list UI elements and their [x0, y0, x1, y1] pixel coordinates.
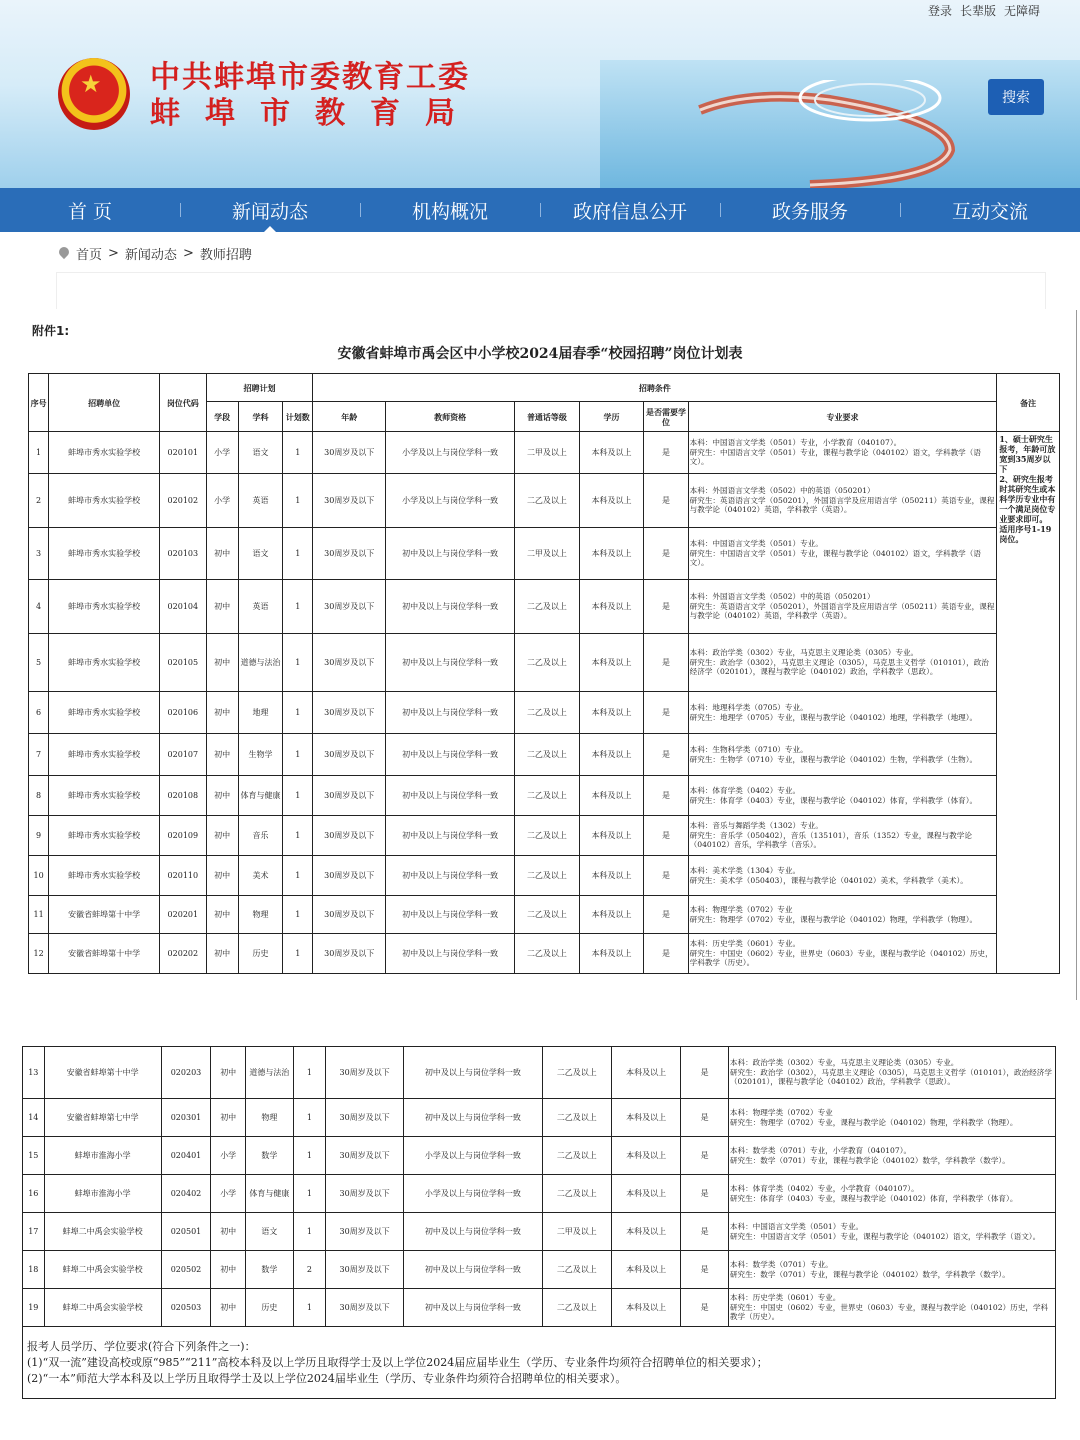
cell-degree: 是: [644, 432, 688, 474]
header-stage: 学段: [206, 402, 238, 432]
cell-edu: 本科及以上: [579, 934, 644, 974]
cell-major: 本科：生物科学类（0710）专业。 研究生：生物学（0710）专业，课程与教学论（040102）生物，学科教学（生物）。: [688, 734, 997, 776]
cell-age: 30周岁及以下: [313, 634, 386, 692]
cell-age: 30周岁及以下: [313, 474, 386, 528]
cell-no: 18: [23, 1251, 45, 1289]
elder-mode-link[interactable]: 长辈版: [959, 4, 996, 18]
cell-major: 本科：美术学类（1304）专业。 研究生：美术学（050403），课程与教学论（040102）美术，学科教学（美术）。: [688, 856, 997, 896]
cell-subject: 语文: [238, 432, 282, 474]
cell-edu: 本科及以上: [611, 1047, 680, 1099]
cell-degree: 是: [644, 856, 688, 896]
header-edu: 学历: [579, 402, 644, 432]
cell-age: 30周岁及以下: [313, 816, 386, 856]
cell-count: 1: [283, 634, 313, 692]
cell-cert: 初中及以上与岗位学科一致: [386, 934, 515, 974]
cell-major: 本科：数学类（0701）专业，小学教育（040107）。 研究生：数学（0701）专业，课程与教学论（040102）数学，学科教学（数学）。: [728, 1137, 1055, 1175]
cell-degree: 是: [644, 692, 688, 734]
table-row: [23, 1289, 1056, 1327]
cell-cert: 小学及以上与岗位学科一致: [386, 432, 515, 474]
cell-count: 1: [283, 934, 313, 974]
cell-no: 12: [29, 934, 49, 974]
cell-code: 020104: [160, 580, 206, 634]
cell-count: 1: [293, 1175, 325, 1213]
cell-major: 本科：体育学类（0402）专业，小学教育（040107）。 研究生：体育学（0403）专业，课程与教学论（040102）体育，学科教学（体育）。: [728, 1175, 1055, 1213]
cell-mandarin: 二乙及以上: [515, 580, 580, 634]
cell-degree: 是: [644, 776, 688, 816]
cell-stage: 小学: [206, 432, 238, 474]
header-degree: 是否需要学位: [644, 402, 688, 432]
cell-stage: 初中: [206, 528, 238, 580]
cell-unit: 蚌埠市秀水实验学校: [49, 816, 160, 856]
cell-edu: 本科及以上: [611, 1213, 680, 1251]
cell-degree: 是: [644, 734, 688, 776]
cell-subject: 语文: [238, 528, 282, 580]
cell-age: 30周岁及以下: [313, 896, 386, 934]
header-count: 计划数: [283, 402, 313, 432]
cell-mandarin: 二乙及以上: [515, 856, 580, 896]
cell-count: 1: [293, 1099, 325, 1137]
nav-gov-info[interactable]: 政府信息公开: [540, 188, 720, 232]
breadcrumb-sep: >: [182, 246, 194, 261]
table-row: [29, 528, 1060, 580]
cell-code: 020301: [161, 1099, 211, 1137]
cell-no: 1: [29, 432, 49, 474]
cell-age: 30周岁及以下: [313, 776, 386, 816]
cell-age: 30周岁及以下: [326, 1251, 404, 1289]
cell-major: 本科：政治学类（0302）专业，马克思主义理论类（0305）专业。 研究生：政治学（0302），马克思主义理论（0305），马克思主义哲学（010101），政治经济学（020101），课程与教学论（040102）政治，学科教学（思政）。: [728, 1047, 1055, 1099]
cell-major: 本科：物理学类（0702）专业 研究生：物理学（0702）专业，课程与教学论（040102）物理，学科教学（物理）。: [728, 1099, 1055, 1137]
cell-stage: 小学: [211, 1137, 246, 1175]
cell-edu: 本科及以上: [579, 816, 644, 856]
cell-edu: 本科及以上: [579, 634, 644, 692]
cell-mandarin: 二乙及以上: [542, 1099, 611, 1137]
requirements-notes: [22, 1327, 1056, 1399]
cell-subject: 历史: [238, 934, 282, 974]
cell-unit: 蚌埠市秀水实验学校: [49, 776, 160, 816]
login-link[interactable]: 登录: [927, 4, 952, 18]
cell-subject: 数学: [246, 1137, 294, 1175]
cell-edu: 本科及以上: [579, 432, 644, 474]
cell-mandarin: 二乙及以上: [515, 734, 580, 776]
cell-stage: 初中: [211, 1099, 246, 1137]
table-row: [29, 934, 1060, 974]
site-title-line2: 蚌埠市教育局: [150, 96, 480, 131]
cell-cert: 初中及以上与岗位学科一致: [386, 896, 515, 934]
cell-unit: 蚌埠市秀水实验学校: [49, 432, 160, 474]
cell-no: 4: [29, 580, 49, 634]
doc-edge: [1076, 310, 1077, 1000]
cell-unit: 安徽省蚌埠第十中学: [44, 1047, 161, 1099]
cell-degree: 是: [681, 1137, 729, 1175]
nav-home[interactable]: 首 页: [67, 200, 113, 223]
cell-cert: 初中及以上与岗位学科一致: [404, 1213, 543, 1251]
cell-cert: 初中及以上与岗位学科一致: [386, 528, 515, 580]
cell-age: 30周岁及以下: [326, 1213, 404, 1251]
cell-stage: 初中: [206, 934, 238, 974]
cell-no: 14: [23, 1099, 45, 1137]
table-row: [23, 1099, 1056, 1137]
cell-code: 020108: [160, 776, 206, 816]
cell-edu: 本科及以上: [611, 1289, 680, 1327]
cell-age: 30周岁及以下: [313, 692, 386, 734]
cell-stage: 小学: [211, 1175, 246, 1213]
breadcrumb-home[interactable]: 首页: [76, 248, 103, 263]
cell-degree: 是: [644, 580, 688, 634]
site-header: [0, 0, 1080, 188]
cell-subject: 生物学: [238, 734, 282, 776]
notes-line: (2)“一本”师范大学本科及以上学历且取得学士及以上学位2024届毕业生（学历、专业条件均须符合招聘单位的相关要求）。: [27, 1372, 627, 1385]
cell-edu: 本科及以上: [611, 1137, 680, 1175]
header-conditions: 招聘条件: [313, 374, 997, 402]
cell-cert: 初中及以上与岗位学科一致: [404, 1047, 543, 1099]
header-subject: 学科: [238, 402, 282, 432]
cell-subject: 英语: [238, 580, 282, 634]
table-row: [23, 1251, 1056, 1289]
cell-mandarin: 二乙及以上: [515, 474, 580, 528]
cell-code: 020109: [160, 816, 206, 856]
breadcrumb-news[interactable]: 新闻动态: [124, 248, 177, 263]
cell-cert: 初中及以上与岗位学科一致: [404, 1289, 543, 1327]
header-unit: 招聘单位: [49, 374, 160, 432]
cell-mandarin: 二甲及以上: [542, 1213, 611, 1251]
table-row: [29, 432, 1060, 474]
cell-code: 020503: [161, 1289, 211, 1327]
accessibility-link[interactable]: 无障碍: [1003, 4, 1040, 18]
header-code: 岗位代码: [160, 374, 206, 432]
header-age: 年龄: [313, 402, 386, 432]
cell-code: 020103: [160, 528, 206, 580]
cell-age: 30周岁及以下: [313, 432, 386, 474]
cell-subject: 数学: [246, 1251, 294, 1289]
cell-unit: 蚌埠市秀水实验学校: [49, 634, 160, 692]
cell-age: 30周岁及以下: [326, 1137, 404, 1175]
cell-mandarin: 二甲及以上: [515, 528, 580, 580]
main-nav: [0, 188, 1080, 232]
cell-code: 020101: [160, 432, 206, 474]
cell-code: 020501: [161, 1213, 211, 1251]
cell-unit: 蚌埠二中禹会实验学校: [44, 1251, 161, 1289]
cell-count: 1: [293, 1137, 325, 1175]
cell-major: 本科：中国语言文学类（0501）专业。 研究生：中国语言文学（0501）专业，课程与教学论（040102）语文，学科教学（语文）。: [688, 528, 997, 580]
cell-major: 本科：体育学类（0402）专业。 研究生：体育学（0403）专业，课程与教学论（040102）体育，学科教学（体育）。: [688, 776, 997, 816]
cell-degree: 是: [681, 1047, 729, 1099]
remark-cell: 1、硕士研究生报考，年龄可放宽到35周岁以下 2、研究生报考时其研究生或本科学历专业中有一个满足岗位专业要求即可。 适用序号1-19岗位。: [997, 432, 1060, 974]
cell-degree: 是: [644, 896, 688, 934]
table-row: [29, 634, 1060, 692]
cell-mandarin: 二乙及以上: [515, 692, 580, 734]
cell-subject: 道德与法治: [238, 634, 282, 692]
cell-no: 2: [29, 474, 49, 528]
cell-age: 30周岁及以下: [313, 734, 386, 776]
cell-code: 020201: [160, 896, 206, 934]
recruitment-table-part1: [28, 373, 1060, 974]
cell-unit: 蚌埠市淮海小学: [44, 1137, 161, 1175]
cell-mandarin: 二乙及以上: [542, 1175, 611, 1213]
cell-no: 19: [23, 1289, 45, 1327]
cell-unit: 蚌埠市秀水实验学校: [49, 856, 160, 896]
cell-stage: 初中: [211, 1213, 246, 1251]
notes-line: 报考人员学历、学位要求(符合下列条件之一)：: [27, 1340, 256, 1353]
cell-degree: 是: [681, 1251, 729, 1289]
header-remark: 备注: [997, 374, 1060, 432]
cell-subject: 物理: [238, 896, 282, 934]
cell-edu: 本科及以上: [579, 580, 644, 634]
cell-mandarin: 二乙及以上: [515, 896, 580, 934]
cell-no: 6: [29, 692, 49, 734]
cell-unit: 蚌埠二中禹会实验学校: [44, 1213, 161, 1251]
cell-cert: 小学及以上与岗位学科一致: [386, 474, 515, 528]
cell-cert: 初中及以上与岗位学科一致: [404, 1251, 543, 1289]
table-row: [29, 580, 1060, 634]
cell-count: 1: [283, 896, 313, 934]
cell-cert: 初中及以上与岗位学科一致: [386, 634, 515, 692]
cell-age: 30周岁及以下: [326, 1099, 404, 1137]
cell-subject: 历史: [246, 1289, 294, 1327]
cell-subject: 音乐: [238, 816, 282, 856]
cell-count: 1: [283, 474, 313, 528]
cell-cert: 初中及以上与岗位学科一致: [386, 734, 515, 776]
cell-stage: 初中: [206, 634, 238, 692]
cell-mandarin: 二乙及以上: [542, 1047, 611, 1099]
table-row: [29, 816, 1060, 856]
cell-edu: 本科及以上: [611, 1251, 680, 1289]
cell-code: 020203: [161, 1047, 211, 1099]
cell-major: 本科：数学类（0701）专业。 研究生：数学（0701）专业，课程与教学论（040102）数学，学科教学（数学）。: [728, 1251, 1055, 1289]
nav-organization[interactable]: 机构概况: [360, 188, 540, 232]
recruitment-table-part2: [22, 1046, 1056, 1327]
cell-mandarin: 二乙及以上: [515, 934, 580, 974]
cell-age: 30周岁及以下: [326, 1047, 404, 1099]
cell-subject: 美术: [238, 856, 282, 896]
cell-count: 1: [283, 528, 313, 580]
cell-edu: 本科及以上: [579, 528, 644, 580]
cell-count: 1: [283, 816, 313, 856]
header-seq: 序号: [29, 374, 49, 432]
cell-stage: 初中: [211, 1047, 246, 1099]
cell-code: 020110: [160, 856, 206, 896]
cell-code: 020402: [161, 1175, 211, 1213]
cell-subject: 道德与法治: [246, 1047, 294, 1099]
cell-count: 1: [293, 1289, 325, 1327]
cell-edu: 本科及以上: [611, 1175, 680, 1213]
cell-count: 2: [293, 1251, 325, 1289]
cell-subject: 体育与健康: [246, 1175, 294, 1213]
cell-mandarin: 二乙及以上: [542, 1251, 611, 1289]
cell-stage: 初中: [206, 856, 238, 896]
breadcrumb-sep: >: [108, 246, 119, 261]
cell-degree: 是: [644, 528, 688, 580]
cell-cert: 初中及以上与岗位学科一致: [386, 692, 515, 734]
cell-major: 本科：物理学类（0702）专业 研究生：物理学（0702）专业，课程与教学论（040102）物理，学科教学（物理）。: [688, 896, 997, 934]
article-header-box: [56, 272, 1046, 309]
cell-unit: 安徽省蚌埠第十中学: [49, 896, 160, 934]
cell-major: 本科：地理科学类（0705）专业。 研究生：地理学（0705）专业，课程与教学论（040102）地理，学科教学（地理）。: [688, 692, 997, 734]
cell-count: 1: [283, 432, 313, 474]
cell-code: 020401: [161, 1137, 211, 1175]
cell-mandarin: 二乙及以上: [542, 1289, 611, 1327]
cell-no: 15: [23, 1137, 45, 1175]
cell-degree: 是: [681, 1099, 729, 1137]
cell-stage: 初中: [206, 692, 238, 734]
cell-mandarin: 二乙及以上: [515, 776, 580, 816]
cell-no: 17: [23, 1213, 45, 1251]
cell-no: 13: [23, 1047, 45, 1099]
header-major: 专业要求: [688, 402, 997, 432]
cell-cert: 初中及以上与岗位学科一致: [386, 816, 515, 856]
cell-unit: 蚌埠二中禹会实验学校: [44, 1289, 161, 1327]
national-emblem-logo: ★: [58, 58, 130, 130]
cell-stage: 初中: [206, 580, 238, 634]
cell-unit: 蚌埠市秀水实验学校: [49, 580, 160, 634]
cell-degree: 是: [681, 1289, 729, 1327]
cell-stage: 小学: [206, 474, 238, 528]
cell-unit: 蚌埠市秀水实验学校: [49, 692, 160, 734]
header-mandarin: 普通话等级: [515, 402, 580, 432]
cell-count: 1: [283, 580, 313, 634]
cell-unit: 蚌埠市秀水实验学校: [49, 474, 160, 528]
cell-degree: 是: [644, 634, 688, 692]
cell-code: 020102: [160, 474, 206, 528]
cell-stage: 初中: [206, 776, 238, 816]
cell-subject: 语文: [246, 1213, 294, 1251]
cell-age: 30周岁及以下: [326, 1175, 404, 1213]
cell-no: 3: [29, 528, 49, 580]
cell-major: 本科：外国语言文学类（0502）中的英语（050201） 研究生：英语语言文学（050201），外国语言学及应用语言学（050211）英语专业，课程与教学论（040102）英语，学科教学（英语）。: [688, 580, 997, 634]
location-pin-icon: [58, 247, 70, 261]
table-row: [29, 896, 1060, 934]
cell-no: 7: [29, 734, 49, 776]
cell-no: 9: [29, 816, 49, 856]
cell-stage: 初中: [206, 896, 238, 934]
cell-major: 本科：中国语言文学类（0501）专业，小学教育（040107）。 研究生：中国语言文学（0501）专业，课程与教学论（040102）语文，学科教学（语文）。: [688, 432, 997, 474]
nav-services[interactable]: 政务服务: [720, 188, 900, 232]
cell-stage: 初中: [206, 734, 238, 776]
cell-count: 1: [283, 692, 313, 734]
cell-age: 30周岁及以下: [313, 580, 386, 634]
cell-degree: 是: [644, 934, 688, 974]
cell-degree: 是: [681, 1213, 729, 1251]
cell-major: 本科：政治学类（0302）专业，马克思主义理论类（0305）专业。 研究生：政治学（0302），马克思主义理论（0305），马克思主义哲学（010101），政治经济学（020101），课程与教学论（040102）政治，学科教学（思政）。: [688, 634, 997, 692]
cell-major: 本科：外国语言文学类（0502）中的英语（050201） 研究生：英语语言文学（050201），外国语言学及应用语言学（050211）英语专业，课程与教学论（040102）英语，学科教学（英语）。: [688, 474, 997, 528]
search-button[interactable]: 搜索: [988, 79, 1044, 115]
cell-unit: 安徽省蚌埠第七中学: [44, 1099, 161, 1137]
cell-edu: 本科及以上: [579, 734, 644, 776]
cell-no: 11: [29, 896, 49, 934]
cell-code: 020202: [160, 934, 206, 974]
cell-no: 10: [29, 856, 49, 896]
cell-code: 020106: [160, 692, 206, 734]
cell-age: 30周岁及以下: [313, 934, 386, 974]
table-row: [23, 1175, 1056, 1213]
cell-subject: 地理: [238, 692, 282, 734]
cell-cert: 初中及以上与岗位学科一致: [386, 856, 515, 896]
attachment-label: 附件1:: [32, 324, 70, 338]
cell-degree: 是: [644, 816, 688, 856]
cell-no: 16: [23, 1175, 45, 1213]
top-links: [928, 2, 1040, 19]
cell-edu: 本科及以上: [579, 896, 644, 934]
cell-degree: 是: [681, 1175, 729, 1213]
cell-major: 本科：历史学类（0601）专业。 研究生：中国史（0602）专业，世界史（0603）专业，课程与教学论（040102）历史，学科教学（历史）。: [728, 1289, 1055, 1327]
cell-count: 1: [293, 1213, 325, 1251]
cell-stage: 初中: [211, 1251, 246, 1289]
cell-count: 1: [293, 1047, 325, 1099]
table-row: [29, 692, 1060, 734]
breadcrumb-current: 教师招聘: [199, 248, 252, 263]
cell-no: 5: [29, 634, 49, 692]
cell-unit: 安徽省蚌埠第十中学: [49, 934, 160, 974]
cell-count: 1: [283, 856, 313, 896]
cell-code: 020502: [161, 1251, 211, 1289]
cell-cert: 小学及以上与岗位学科一致: [404, 1175, 543, 1213]
nav-interaction[interactable]: 互动交流: [900, 188, 1080, 232]
nav-news[interactable]: 新闻动态: [180, 188, 360, 232]
table-row: [29, 856, 1060, 896]
cell-stage: 初中: [211, 1289, 246, 1327]
table-row: [23, 1137, 1056, 1175]
cell-subject: 物理: [246, 1099, 294, 1137]
table-row: [29, 734, 1060, 776]
cell-count: 1: [283, 734, 313, 776]
notes-line: (1)“双一流”建设高校或原“985”“211”高校本科及以上学历且取得学士及以上学位2024届应届毕业生（学历、专业条件均须符合招聘单位的相关要求）；: [27, 1356, 768, 1369]
cell-stage: 初中: [206, 816, 238, 856]
header-cert: 教师资格: [386, 402, 515, 432]
cell-major: 本科：中国语言文学类（0501）专业。 研究生：中国语言文学（0501）专业，课程与教学论（040102）语文，学科教学（语文）。: [728, 1213, 1055, 1251]
cell-age: 30周岁及以下: [326, 1289, 404, 1327]
cell-unit: 蚌埠市淮海小学: [44, 1175, 161, 1213]
document-title: 安徽省蚌埠市禹会区中小学校2024届春季“校园招聘”岗位计划表: [337, 346, 743, 362]
cell-age: 30周岁及以下: [313, 856, 386, 896]
cell-major: 本科：音乐与舞蹈学类（1302）专业。 研究生：音乐学（050402），音乐（135101），音乐（1352）专业，课程与教学论（040102）音乐，学科教学（音乐）。: [688, 816, 997, 856]
cell-mandarin: 二乙及以上: [542, 1137, 611, 1175]
table-row: [29, 776, 1060, 816]
cell-degree: 是: [644, 474, 688, 528]
cell-cert: 初中及以上与岗位学科一致: [404, 1099, 543, 1137]
cell-edu: 本科及以上: [611, 1099, 680, 1137]
table-row: [23, 1047, 1056, 1099]
cell-age: 30周岁及以下: [313, 528, 386, 580]
cell-code: 020105: [160, 634, 206, 692]
cell-cert: 初中及以上与岗位学科一致: [386, 776, 515, 816]
table-row: [23, 1213, 1056, 1251]
cell-mandarin: 二乙及以上: [515, 816, 580, 856]
cell-unit: 蚌埠市秀水实验学校: [49, 528, 160, 580]
cell-code: 020107: [160, 734, 206, 776]
cell-cert: 初中及以上与岗位学科一致: [386, 580, 515, 634]
cell-unit: 蚌埠市秀水实验学校: [49, 734, 160, 776]
cell-mandarin: 二乙及以上: [515, 634, 580, 692]
table-row: [29, 474, 1060, 528]
site-title-line1: 中共蚌埠市委教育工委: [150, 60, 470, 95]
cell-count: 1: [283, 776, 313, 816]
cell-edu: 本科及以上: [579, 856, 644, 896]
breadcrumb: [58, 244, 252, 263]
cell-subject: 体育与健康: [238, 776, 282, 816]
cell-edu: 本科及以上: [579, 474, 644, 528]
cell-cert: 小学及以上与岗位学科一致: [404, 1137, 543, 1175]
cell-mandarin: 二甲及以上: [515, 432, 580, 474]
cell-edu: 本科及以上: [579, 776, 644, 816]
cell-edu: 本科及以上: [579, 692, 644, 734]
cell-subject: 英语: [238, 474, 282, 528]
cell-major: 本科：历史学类（0601）专业。 研究生：中国史（0602）专业，世界史（0603）专业，课程与教学论（040102）历史，学科教学（历史）。: [688, 934, 997, 974]
cell-no: 8: [29, 776, 49, 816]
header-plan: 招聘计划: [206, 374, 313, 402]
